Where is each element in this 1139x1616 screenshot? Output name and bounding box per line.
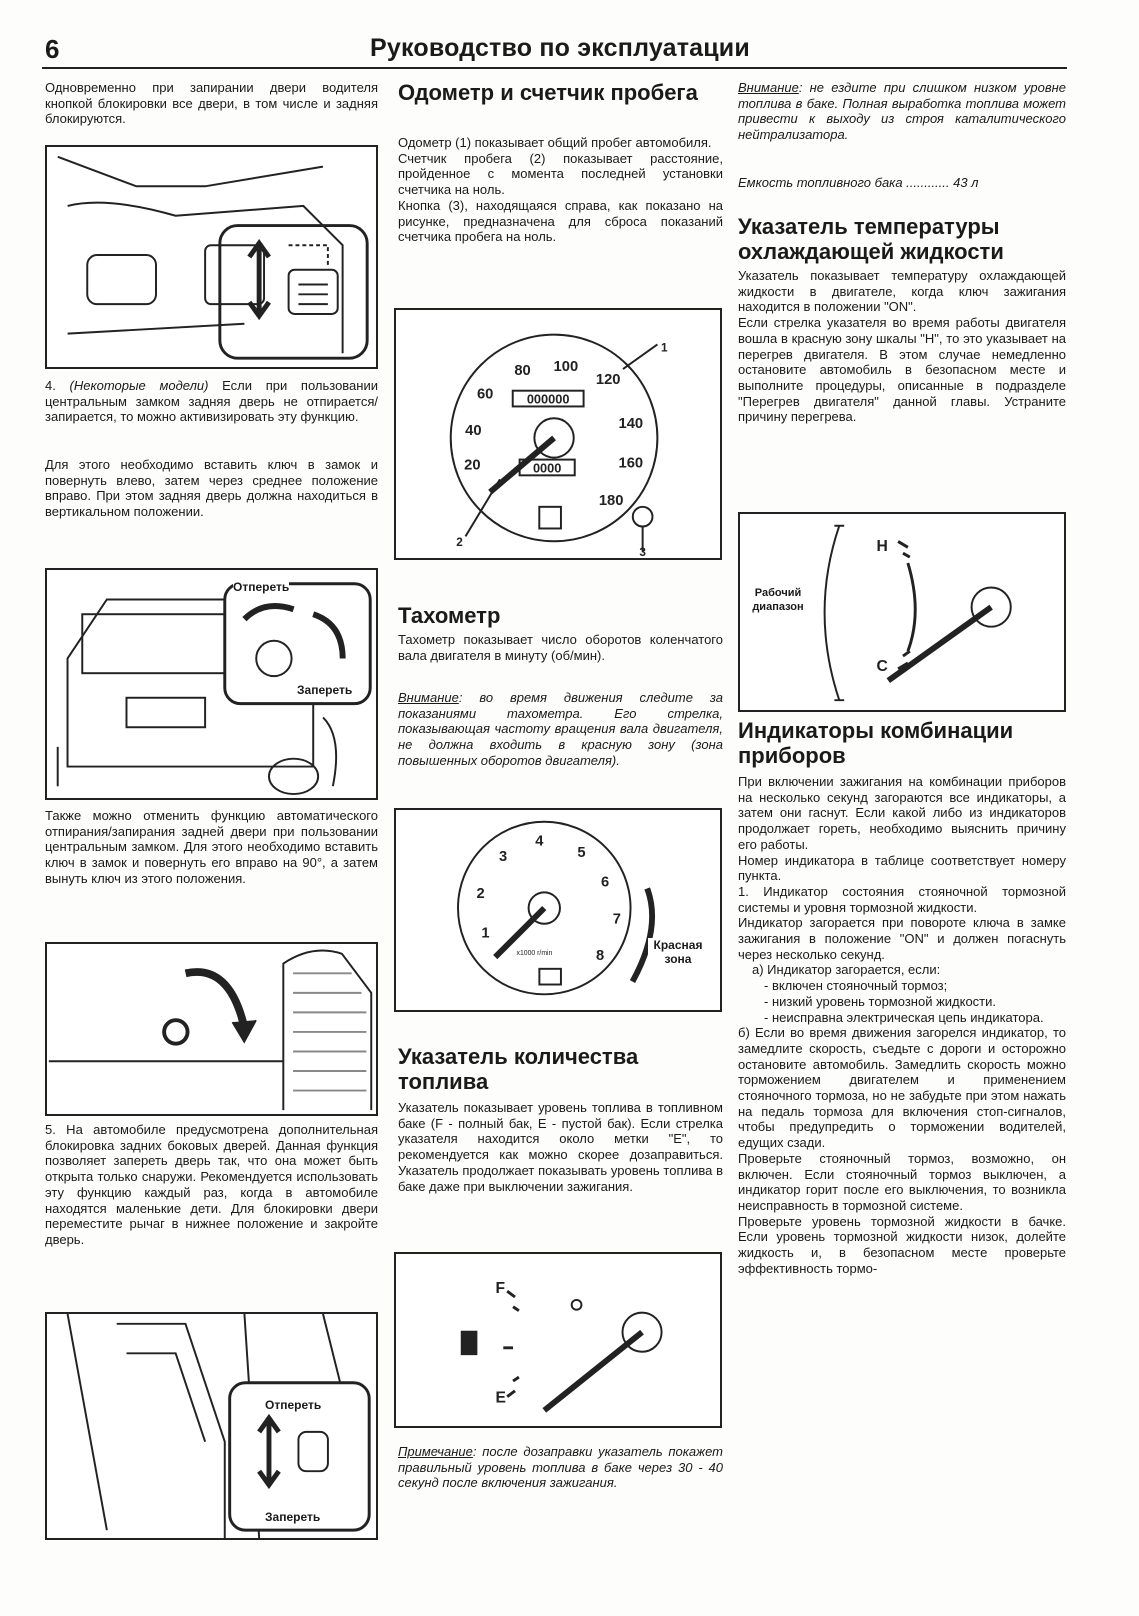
speedometer-gauge [396,310,720,558]
tail-lamp-illustration [47,944,376,1114]
heading-odometer: Одометр и счетчик пробега [398,80,698,105]
heading-fuel-gauge: Указатель количества топлива [398,1044,639,1094]
speedo-tick: 120 [595,371,621,388]
label-operating-range: Рабочий диапазон [748,586,808,614]
paragraph: Для этого необходимо вставить ключ в замок и повернуть влево, затем через среднее положение вправо. При этом задняя дверь должна находиться в вертикальном положении. [45,457,378,520]
paragraph-group [738,268,1066,425]
callout-3: 3 [639,545,646,558]
figure-rear-door-key [45,568,378,800]
label-unlock: Отпереть [233,580,290,594]
heading-temperature: Указатель температуры охлаждающей жидкости [738,214,1004,264]
paragraph: Тахометр показывает число оборотов коленчатого вала двигателя в минуту (об/мин). [398,632,723,663]
list-item: - включен стояночный тормоз; [764,978,948,994]
odometer-reading: 000000 [526,391,570,407]
paragraph-group [738,774,1066,1277]
tacho-tick: 3 [499,848,508,865]
paragraph: При включении зажигания на комбинации приборов на несколько секунд загораются все индикаторы, а затем они гаснут. Если какой либо из индикаторов продолжает гореть, необходимо выяснить причину его работы. [738,774,1066,852]
temp-cold-mark: C [876,657,888,675]
tacho-tick: 7 [612,911,621,928]
callout-1: 1 [661,340,668,355]
note-fuel-level: Внимание: не ездите при слишком низком уровне топлива в баке. Полная выработка топлива может привести к выходу из строя каталитического нейтрализатора. [738,80,1066,143]
door-interior-illustration [47,147,376,367]
list-item: - низкий уровень тормозной жидкости. [764,993,997,1009]
callout-2: 2 [456,535,463,550]
tacho-tick: 4 [535,833,544,850]
paragraph: Указатель показывает уровень топлива в топливном баке (F - полный бак, E - пустой бак). Если стрелка указателя находится около метки "E", то рекомендуется как можно скорее дозаправиться. Указатель продолжает показывать уровень топлива в баке даже при выключении зажигания. [398,1100,723,1194]
figure-rear-lock [45,942,378,1116]
heading-indicators: Индикаторы комбинации приборов [738,718,1014,768]
paragraph: Одновременно при запирании двери водителя кнопкой блокировки все двери, в том числе и задняя блокируются. [45,80,378,127]
speedo-tick: 40 [465,422,482,439]
tacho-tick: 5 [577,845,586,862]
paragraph: Указатель показывает температуру охлаждающей жидкости в двигателе, когда ключ зажигания находится в положении "ON". [738,268,1066,315]
paragraph: Если стрелка указателя во время работы двигателя вошла в красную зону шкалы "H", то это указывает на перегрев двигателя. В этом случае немедленно остановите автомобиль в безопасном месте и выполните процедуры, описанные в подразделе "Перегрев двигателя" данной главы. Устраните причину перегрева. [738,315,1066,425]
paragraph: б) Если во время движения загорелся индикатор, то замедлите скорость, съедьте с дороги и осторожно остановите автомобиль. Замедлить скорость можно торможением двигателем и применением стояночного тормоза, но не забудьте при этом нажать на педаль тормоза для включения стоп-сигналов, чтобы предупредить о торможении водителей, едущих сзади. [738,1025,1066,1151]
fuel-tank-capacity: Емкость топливного бака ............ 43 л [738,175,979,190]
paragraph: Одометр (1) показывает общий пробег автомобиля. [398,135,712,150]
tachometer-gauge [396,810,720,1010]
tacho-tick: 2 [476,886,485,903]
speedo-tick: 180 [598,492,624,509]
figure-speedometer [394,308,722,560]
temp-hot-mark: H [876,538,888,556]
figure-child-lock [45,1312,378,1540]
paragraph: Также можно отменить функцию автоматического отпирания/запирания задней двери при пользовании центральным замком. Для этого необходимо вставить ключ в замок и повернуть его вправо на 90°, а затем вынуть ключ из этого положения. [45,808,378,886]
paragraph: 1. Индикатор состояния стояночной тормозной системы и уровня тормозной жидкости. [738,883,1066,915]
paragraph: Кнопка (3), находящаяся справа, как показано на рисунке, предназначена для сброса показаний счетчика пробега на ноль. [398,197,723,245]
note-tachometer: Внимание: во время движения следите за показаниями тахометра. Его стрелка, показывающая частоту вращения вала двигателя, не должна входить в красную зону (зона повышенных оборотов двигателя). [398,690,723,768]
tacho-unit: x1000 r/min [516,950,553,958]
heading-tachometer: Тахометр [398,603,501,628]
tacho-tick: 1 [481,925,490,942]
tacho-tick: 8 [596,948,605,964]
list-item: - неисправна электрическая цепь индикатора. [764,1009,1044,1025]
paragraph: 5. На автомобиле предусмотрена дополнительная блокировка задних боковых дверей. Данная функция позволяет запереть дверь так, что она может быть открыта только снаружи. Рекомендуется использовать эту функцию каждый раз, когда в автомобиле находятся маленькие дети. Для блокировки двери переместите рычаг в нижнее положение и закройте дверь. [45,1122,378,1247]
figure-temperature-gauge [738,512,1066,712]
speedo-tick: 140 [618,416,644,433]
trip-reading: 0000 [532,460,562,476]
paragraph-group [398,135,723,245]
label-unlock: Отпереть [265,1398,322,1412]
fuel-full-mark: F [495,1280,506,1298]
paragraph: Индикатор загорается при повороте ключа в замке зажигания в положение "ON" и должен погаснуть через несколько секунд. [738,915,1066,962]
speedo-tick: 60 [476,386,494,403]
speedo-tick: 80 [514,362,531,379]
figure-fuel-gauge [394,1252,722,1428]
page-number: 6 [45,34,60,64]
side-door-illustration [47,1314,376,1538]
paragraph: Проверьте уровень тормозной жидкости в бачке. Если уровень тормозной жидкости низок, долейте жидкость и, в безопасном месте проверьте эффективность тормо- [738,1213,1066,1276]
fuel-empty-mark: E [495,1389,506,1407]
label-lock: Запереть [297,683,353,697]
paragraph: Номер индикатора в таблице соответствует номеру пункта. [738,852,1066,884]
paragraph: Проверьте стояночный тормоз, возможно, он включен. Если стояночный тормоз выключен, а индикатор горит после его выключения, то возникла неисправность в тормозной системе. [738,1150,1066,1213]
figure-door-lock [45,145,378,369]
speedo-tick: 100 [553,359,579,376]
speedo-tick: 20 [464,457,481,474]
paragraph: 4. (Некоторые модели) Если при пользовании центральным замком задняя дверь не отпирается/запирается, то можно активизировать эту функцию. [45,378,378,425]
label-lock: Запереть [265,1510,321,1524]
figure-tachometer [394,808,722,1012]
paragraph: а) Индикатор загорается, если: [752,962,941,978]
header-divider [42,67,1067,69]
label-red-zone: Красная зона [648,938,708,966]
tacho-tick: 6 [600,874,610,891]
page-title: Руководство по эксплуатации [370,34,750,62]
note-fuel: Примечание: после дозаправки указатель покажет правильный уровень топлива в баке через 30 - 40 секунд после включения зажигания. [398,1444,723,1491]
paragraph: Счетчик пробега (2) показывает расстояние, пройденное с момента последней установки счетчика на ноль. [398,150,723,198]
fuel-gauge [396,1254,720,1426]
speedo-tick: 160 [618,455,644,472]
